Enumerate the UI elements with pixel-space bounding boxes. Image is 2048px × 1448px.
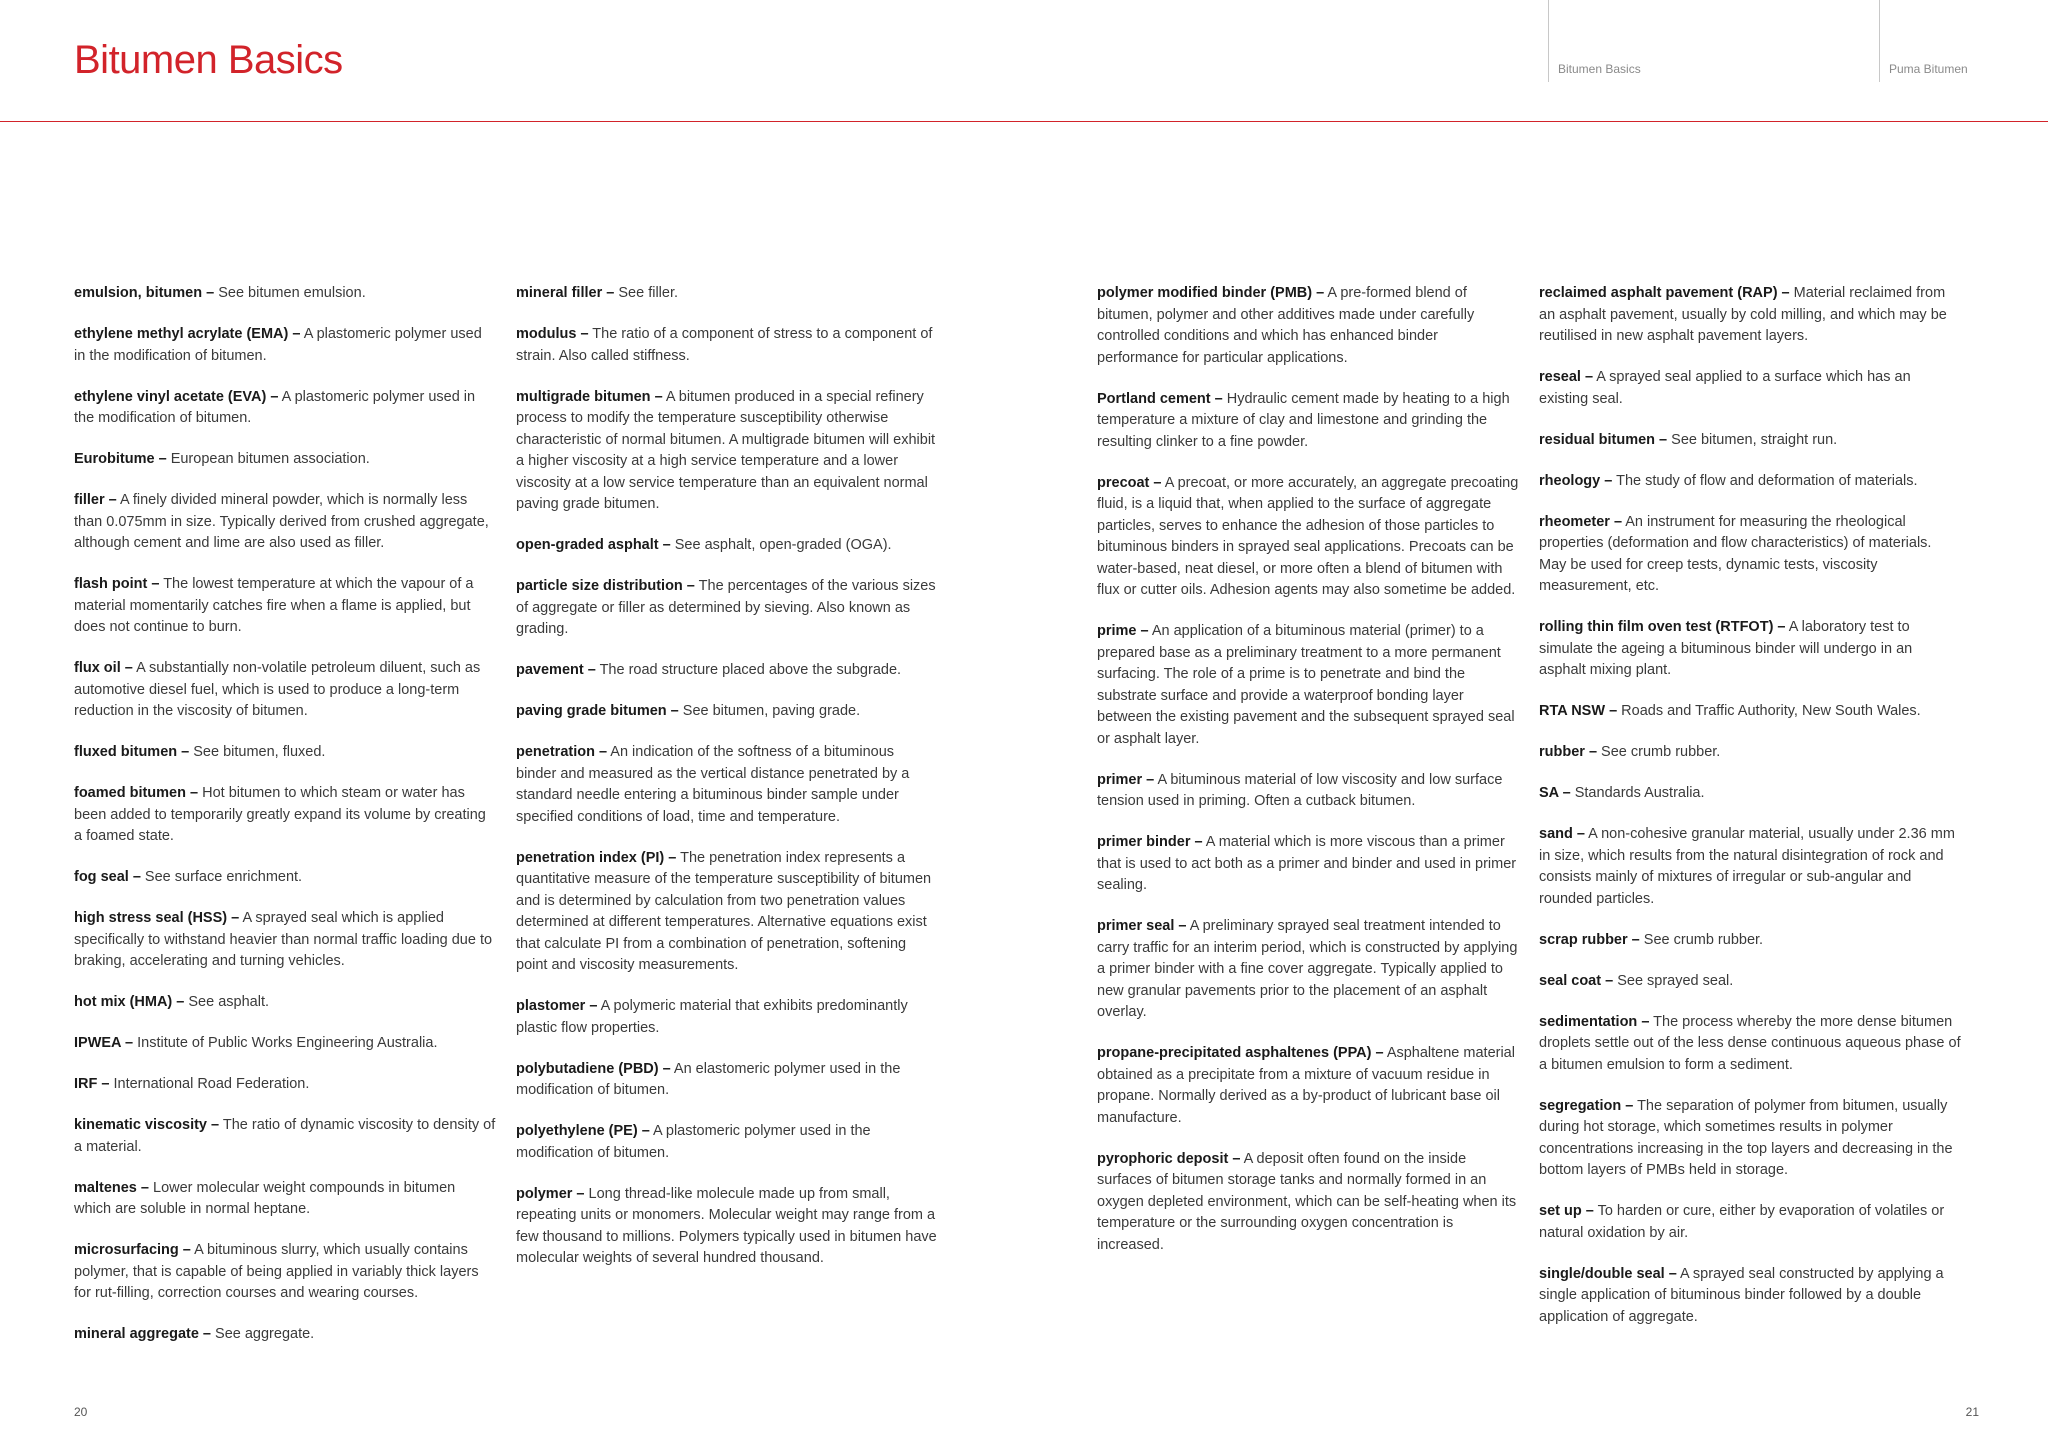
glossary-definition: The penetration index represents a quantitative measure of the temperature susceptibility of bitumen and is determined by calculation from two penetration values determined at different temperatures. Alternative equations exist that calculate PI from a combination of penetration, softening point and viscosity measurements. [516, 849, 932, 973]
glossary-term: primer – [1097, 771, 1155, 788]
glossary-entry [74, 490, 496, 555]
glossary-definition: The road structure placed above the subgrade. [599, 662, 902, 678]
glossary-term: pyrophoric deposit – [1097, 1150, 1241, 1167]
glossary-term: primer binder – [1097, 834, 1203, 850]
glossary-definition: Material reclaimed from an asphalt pavement, usually by cold milling, and which may be reutilised in new asphalt pavement layers. [1539, 285, 1947, 344]
glossary-term: multigrade bitumen – [516, 388, 663, 405]
glossary-term: open-graded asphalt – [516, 537, 671, 553]
glossary-definition: The ratio of a component of stress to a component of strain. Also called stiffness. [516, 326, 933, 364]
glossary-entry [516, 283, 938, 305]
glossary-entry [74, 449, 496, 471]
glossary-term: rheology – [1539, 472, 1613, 489]
glossary-term: Portland cement – [1097, 390, 1223, 407]
glossary-entry [1097, 1043, 1519, 1129]
glossary-entry [1539, 971, 1961, 993]
glossary-entry [1097, 832, 1519, 897]
glossary-definition: A precoat, or more accurately, an aggregate precoating fluid, is a liquid that, when applied to the surface of aggregate particles, serves to enhance the adhesion of those particles to bituminous binders in sprayed seal applications. Precoats can be water-based, neat diesel, or more often a blend of bitumen with flux or cutter oils. Adhesion agents may also sometime be added. [1097, 474, 1519, 598]
glossary-column-1 [74, 283, 496, 1365]
glossary-definition: A polymeric material that exhibits predominantly plastic flow properties. [516, 998, 908, 1036]
glossary-term: penetration – [516, 744, 608, 760]
glossary-definition: See crumb rubber. [1643, 931, 1764, 948]
glossary-definition: See filler. [618, 285, 679, 301]
glossary-definition: The ratio of dynamic viscosity to density of a material. [74, 1117, 496, 1155]
glossary-term: polymer modified binder (PMB) – [1097, 285, 1325, 301]
glossary-definition: Asphaltene material obtained as a precipitate from a mixture of vacuum residue in propane. Normally derived as a by-product of lubricant base oil manufacture. [1097, 1045, 1515, 1126]
glossary-term: modulus – [516, 326, 589, 342]
glossary-term: flux oil – [74, 660, 133, 676]
glossary-term: emulsion, bitumen – [74, 285, 215, 301]
glossary-definition: The separation of polymer from bitumen, usually during hot storage, which sometimes results in polymer concentrations increasing in the top layers and decreasing in the bottom layers of PMBs held in storage. [1539, 1097, 1953, 1178]
glossary-term: plastomer – [516, 998, 598, 1014]
glossary-term: maltenes – [74, 1179, 149, 1196]
glossary-entry [74, 1115, 496, 1158]
glossary-entry [1539, 824, 1961, 910]
glossary-entry [516, 387, 938, 516]
glossary-entry [516, 1184, 938, 1270]
glossary-definition: A sprayed seal applied to a surface which has an existing seal. [1539, 369, 1911, 407]
glossary-definition: Hydraulic cement made by heating to a high temperature a mixture of clay and limestone and grinding the resulting clinker to a fine powder. [1097, 390, 1510, 450]
glossary-definition: A sprayed seal which is applied specifically to withstand heavier than normal traffic loading due to braking, accelerating and turning vehicles. [74, 910, 493, 969]
glossary-definition: A laboratory test to simulate the ageing a bituminous binder will undergo in an asphalt mixing plant. [1539, 619, 1913, 678]
glossary-entry [74, 283, 496, 305]
glossary-entry [1097, 1149, 1519, 1257]
glossary-entry [74, 574, 496, 639]
glossary-definition: See crumb rubber. [1601, 744, 1721, 760]
glossary-definition: See bitumen, paving grade. [682, 703, 861, 719]
glossary-term: ethylene methyl acrylate (EMA) – [74, 326, 301, 342]
glossary-definition: A bituminous material of low viscosity and low surface tension used in priming. Often a cutback bitumen. [1097, 771, 1503, 809]
glossary-entry [1539, 1096, 1961, 1182]
glossary-term: penetration index (PI) – [516, 849, 677, 866]
header-section-label: Bitumen Basics [1558, 62, 1641, 76]
glossary-definition: International Road Federation. [113, 1076, 310, 1092]
page-title: Bitumen Basics [74, 38, 343, 82]
glossary-definition: A plastomeric polymer used in the modification of bitumen. [74, 388, 476, 426]
glossary-entry [74, 1178, 496, 1221]
glossary-term: kinematic viscosity – [74, 1117, 220, 1133]
glossary-definition: An application of a bituminous material (primer) to a prepared base as a preliminary treatment to a more permanent surfacing. The role of a prime is to penetrate and bind the substrate surface and provide a waterproof bonding layer between the existing pavement and the subsequent sprayed seal or asphalt layer. [1097, 623, 1515, 747]
glossary-entry [1539, 930, 1961, 952]
glossary-term: sand – [1539, 826, 1585, 842]
glossary-entry [516, 535, 938, 557]
glossary-definition: A substantially non-volatile petroleum diluent, such as automotive diesel fuel, which is used to produce a long-term reduction in the viscosity of bitumen. [74, 660, 481, 719]
glossary-term: single/double seal – [1539, 1265, 1677, 1282]
glossary-entry [516, 701, 938, 723]
glossary-entry [1539, 617, 1961, 682]
glossary-entry [1539, 1012, 1961, 1077]
glossary-definition: A preliminary sprayed seal treatment intended to carry traffic for an interim period, which is constructed by applying a primer binder with a fine cover aggregate. Typically applied to new granular pavements prior to the placement of an asphalt overlay. [1097, 918, 1518, 1020]
glossary-definition: A bitumen produced in a special refinery process to modify the temperature susceptibility otherwise characteristic of normal bitumen. A multigrade bitumen will exhibit a higher viscosity at a high service temperature and a lower viscosity at a low service temperature than an equivalent normal paving grade bitumen. [516, 388, 936, 512]
glossary-entry [1539, 430, 1961, 452]
page-number-left: 20 [74, 1405, 88, 1419]
glossary-entry [1539, 701, 1961, 723]
glossary-entry [1097, 621, 1519, 750]
glossary-column-2 [516, 283, 938, 1289]
glossary-term: fluxed bitumen – [74, 744, 190, 760]
glossary-entry [74, 867, 496, 889]
header-divider-right [1879, 0, 1880, 82]
glossary-term: filler – [74, 492, 117, 508]
glossary-column-4 [1539, 283, 1961, 1348]
glossary-term: microsurfacing – [74, 1242, 191, 1258]
glossary-entry [516, 660, 938, 682]
glossary-definition: The process whereby the more dense bitumen droplets settle out of the less dense continuous aqueous phase of a bitumen emulsion to form a sediment. [1539, 1013, 1961, 1073]
glossary-term: reclaimed asphalt pavement (RAP) – [1539, 285, 1790, 301]
glossary-definition: Hot bitumen to which steam or water has been added to temporarily greatly expand its volume by creating a foamed state. [74, 785, 486, 844]
glossary-term: pavement – [516, 662, 596, 678]
glossary-definition: The percentages of the various sizes of aggregate or filler as determined by sieving. Also known as grading. [516, 578, 936, 637]
glossary-term: IRF – [74, 1076, 110, 1092]
glossary-definition: European bitumen association. [170, 451, 370, 467]
glossary-term: flash point – [74, 576, 160, 592]
glossary-definition: A pre-formed blend of bitumen, polymer and other additives made under carefully controlled conditions and which has enhanced binder performance for particular applications. [1097, 285, 1475, 366]
glossary-definition: See aggregate. [215, 1326, 315, 1342]
glossary-definition: See surface enrichment. [144, 869, 303, 885]
header-divider-left [1548, 0, 1549, 82]
glossary-term: precoat – [1097, 474, 1162, 491]
glossary-term: rubber – [1539, 744, 1598, 760]
glossary-term: prime – [1097, 623, 1149, 639]
glossary-definition: Roads and Traffic Authority, New South Wales. [1621, 703, 1921, 719]
glossary-entry [74, 324, 496, 367]
glossary-definition: A non-cohesive granular material, usually under 2.36 mm in size, which results from the natural disintegration of rock and consists mainly of mixtures of irregular or sub-angular and rounded particles. [1539, 826, 1955, 907]
glossary-definition: Lower molecular weight compounds in bitumen which are soluble in normal heptane. [74, 1179, 456, 1217]
glossary-entry [516, 576, 938, 641]
glossary-term: rolling thin film oven test (RTFOT) – [1539, 619, 1786, 635]
glossary-definition: See bitumen emulsion. [218, 285, 366, 301]
glossary-entry [1097, 283, 1519, 369]
glossary-entry [516, 324, 938, 367]
glossary-definition: See asphalt. [188, 994, 270, 1010]
glossary-term: reseal – [1539, 369, 1594, 385]
glossary-term: polyethylene (PE) – [516, 1123, 650, 1139]
glossary-column-3 [1097, 283, 1519, 1276]
glossary-definition: A sprayed seal constructed by applying a single application of bituminous binder followed by a double application of aggregate. [1539, 1265, 1944, 1325]
header-rule [0, 121, 2048, 122]
glossary-definition: See bitumen, straight run. [1671, 431, 1838, 448]
glossary-term: Eurobitume – [74, 451, 167, 467]
glossary-entry [516, 1121, 938, 1164]
glossary-entry [74, 1074, 496, 1096]
glossary-term: set up – [1539, 1203, 1594, 1219]
glossary-entry [74, 1324, 496, 1346]
glossary-entry [516, 996, 938, 1039]
glossary-term: propane-precipitated asphaltenes (PPA) – [1097, 1045, 1384, 1061]
header-brand-label: Puma Bitumen [1889, 62, 1968, 76]
glossary-definition: An instrument for measuring the rheological properties (deformation and flow characteristics) of materials. May be used for creep tests, dynamic tests, viscosity measurement, etc. [1539, 513, 1932, 594]
glossary-term: residual bitumen – [1539, 431, 1668, 448]
glossary-term: fog seal – [74, 869, 141, 885]
glossary-entry [1539, 512, 1961, 598]
glossary-entry [74, 658, 496, 723]
glossary-entry [74, 908, 496, 973]
glossary-entry [1097, 916, 1519, 1024]
glossary-term: scrap rubber – [1539, 931, 1640, 948]
glossary-entry [516, 848, 938, 977]
glossary-entry [516, 1059, 938, 1102]
glossary-term: high stress seal (HSS) – [74, 910, 240, 926]
glossary-term: segregation – [1539, 1097, 1634, 1114]
glossary-term: IPWEA – [74, 1035, 134, 1051]
glossary-entry [1539, 742, 1961, 764]
glossary-definition: Institute of Public Works Engineering Australia. [137, 1035, 438, 1051]
glossary-term: polymer – [516, 1185, 585, 1202]
glossary-term: seal coat – [1539, 972, 1614, 989]
glossary-definition: A material which is more viscous than a primer that is used to act both as a primer and binder and used in primer sealing. [1097, 834, 1517, 893]
glossary-term: primer seal – [1097, 918, 1187, 934]
glossary-definition: A deposit often found on the inside surfaces of bitumen storage tanks and normally formed in an oxygen depleted environment, which can be self-heating when its temperature or the surrounding oxygen concentration is increased. [1097, 1150, 1517, 1253]
glossary-definition: An indication of the softness of a bituminous binder and measured as the vertical distance penetrated by a standard needle entering a bituminous binder sample under specified conditions of load, time and temperature. [516, 744, 910, 825]
glossary-definition: A finely divided mineral powder, which is normally less than 0.075mm in size. Typically derived from crushed aggregate, although cement and lime are also used as filler. [74, 492, 489, 551]
glossary-definition: See asphalt, open-graded (OGA). [674, 537, 892, 553]
glossary-definition: A plastomeric polymer used in the modification of bitumen. [516, 1123, 871, 1161]
glossary-definition: The lowest temperature at which the vapour of a material momentarily catches fire when a flame is applied, but does not continue to burn. [74, 576, 474, 635]
glossary-definition: Standards Australia. [1574, 785, 1705, 801]
glossary-definition: See sprayed seal. [1617, 972, 1734, 989]
glossary-term: hot mix (HMA) – [74, 994, 185, 1010]
glossary-entry [74, 1033, 496, 1055]
glossary-definition: Long thread-like molecule made up from small, repeating units or monomers. Molecular weight may range from a few thousand to millions. Polymers typically used in bitumen have molecular weights of several hundred thousand. [516, 1185, 937, 1266]
glossary-term: ethylene vinyl acetate (EVA) – [74, 388, 279, 405]
glossary-entry [516, 742, 938, 828]
glossary-term: polybutadiene (PBD) – [516, 1060, 671, 1077]
glossary-definition: See bitumen, fluxed. [193, 744, 326, 760]
glossary-definition: A plastomeric polymer used in the modification of bitumen. [74, 326, 482, 364]
glossary-entry [74, 387, 496, 430]
glossary-entry [1539, 367, 1961, 410]
glossary-entry [1097, 473, 1519, 602]
glossary-entry [1539, 283, 1961, 348]
glossary-definition: To harden or cure, either by evaporation of volatiles or natural oxidation by air. [1539, 1203, 1945, 1241]
glossary-definition: The study of flow and deformation of materials. [1616, 472, 1918, 489]
glossary-definition: An elastomeric polymer used in the modification of bitumen. [516, 1060, 901, 1098]
glossary-entry [74, 742, 496, 764]
glossary-term: mineral filler – [516, 285, 615, 301]
glossary-definition: A bituminous slurry, which usually contains polymer, that is capable of being applied in variably thick layers for rut-filling, correction courses and wearing courses. [74, 1242, 479, 1301]
glossary-term: sedimentation – [1539, 1013, 1650, 1030]
glossary-term: SA – [1539, 785, 1571, 801]
glossary-term: mineral aggregate – [74, 1326, 211, 1342]
page-number-right: 21 [1965, 1405, 1979, 1419]
glossary-term: RTA NSW – [1539, 703, 1618, 719]
glossary-entry [1539, 783, 1961, 805]
glossary-entry [74, 1240, 496, 1305]
glossary-entry [1539, 1201, 1961, 1244]
glossary-entry [1097, 770, 1519, 813]
glossary-term: paving grade bitumen – [516, 703, 679, 719]
glossary-entry [74, 992, 496, 1014]
glossary-term: rheometer – [1539, 513, 1623, 530]
glossary-entry [74, 783, 496, 848]
glossary-entry [1097, 389, 1519, 454]
glossary-term: particle size distribution – [516, 578, 695, 594]
glossary-entry [1539, 1264, 1961, 1329]
glossary-term: foamed bitumen – [74, 785, 199, 801]
glossary-entry [1539, 471, 1961, 493]
